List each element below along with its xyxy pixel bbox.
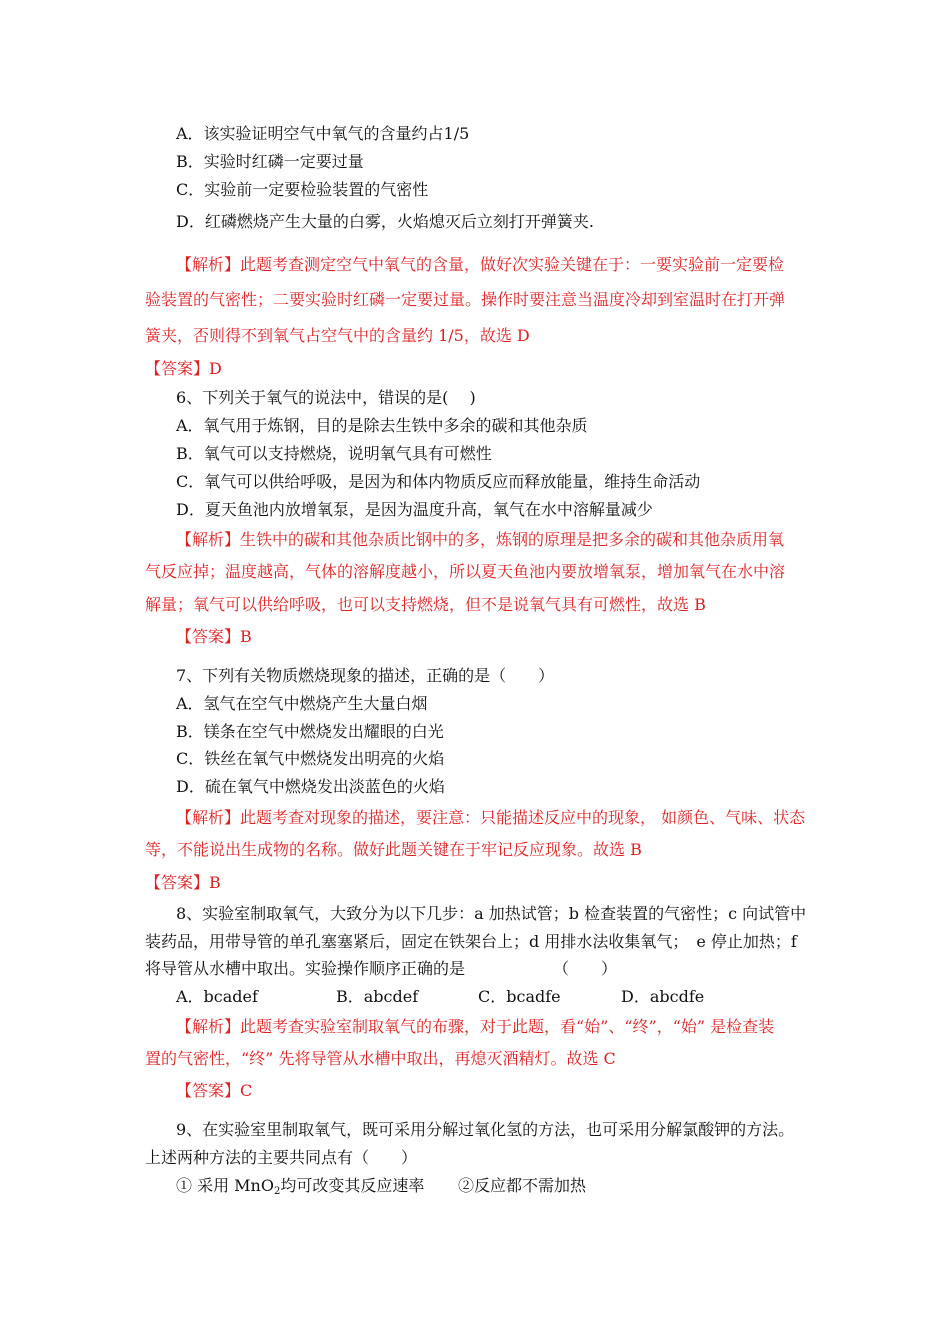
q7-option-b: B．镁条在空气中燃烧发出耀眼的白光 bbox=[176, 722, 444, 741]
q9-stem-line-2: 上述两种方法的主要共同点有（ ） bbox=[145, 1148, 418, 1167]
q5-option-c: C．实验前一定要检验装置的气密性 bbox=[176, 180, 429, 199]
q7-stem: 7、下列有关物质燃烧现象的描述，正确的是（ ） bbox=[176, 666, 555, 685]
q5-analysis-line-1: 【解析】此题考查测定空气中氧气的含量，做好次实验关键在于：一要实验前一定要检 bbox=[176, 255, 785, 274]
q8-stem-line-2: 装药品，用带导管的单孔塞塞紧后，固定在铁架台上；d 用排水法收集氧气； e 停止加热；f bbox=[145, 932, 797, 951]
q6-option-d: D．夏天鱼池内放增氧泵，是因为温度升高，氧气在水中溶解量减少 bbox=[176, 500, 653, 519]
q5-option-a: A．该实验证明空气中氧气的含量约占1/5 bbox=[176, 124, 470, 143]
q7-option-d: D．硫在氧气中燃烧发出淡蓝色的火焰 bbox=[176, 777, 445, 796]
q9-stem-line-1: 9、在实验室里制取氧气，既可采用分解过氧化氢的方法，也可采用分解氯酸钾的方法。 bbox=[176, 1120, 795, 1139]
q9-choice-1 bbox=[176, 1176, 424, 1196]
q6-option-b: B．氧气可以支持燃烧，说明氧气具有可燃性 bbox=[176, 444, 492, 463]
q8-answer: 【答案】C bbox=[176, 1081, 253, 1100]
q8-stem-line-3: 将导管从水槽中取出。实验操作顺序正确的是 （ ） bbox=[145, 959, 618, 978]
q7-answer: 【答案】B bbox=[145, 873, 221, 892]
q6-answer: 【答案】B bbox=[176, 627, 252, 646]
q8-analysis-line-1: 【解析】此题考查实验室制取氧气的布骤，对于此题，看“始”、“终”，“始” 是检查装 bbox=[176, 1017, 775, 1036]
q5-option-b: B．实验时红磷一定要过量 bbox=[176, 152, 364, 171]
q6-option-a: A．氧气用于炼钢，目的是除去生铁中多余的碳和其他杂质 bbox=[176, 416, 588, 435]
q7-analysis-line-2: 等，不能说出生成物的名称。做好此题关键在于牢记反应现象。故选 B bbox=[145, 840, 642, 859]
q5-option-d: D．红磷燃烧产生大量的白雾，火焰熄灭后立刻打开弹簧夹. bbox=[176, 212, 594, 231]
q6-analysis-line-2: 气反应掉；温度越高，气体的溶解度越小，所以夏天鱼池内要放增氧泵，增加氧气在水中溶 bbox=[145, 562, 786, 581]
q7-analysis-line-1: 【解析】此题考查对现象的描述，要注意：只能描述反应中的现象， 如颜色、气味、状态 bbox=[176, 808, 806, 827]
q6-analysis-line-3: 解量；氧气可以供给呼吸，也可以支持燃烧，但不是说氧气具有可燃性，故选 B bbox=[145, 595, 706, 614]
q5-analysis-line-2: 验装置的气密性；二要实验时红磷一定要过量。操作时要注意当温度冷却到室温时在打开弹 bbox=[145, 290, 786, 309]
q8-option-b: B．abcdef bbox=[336, 987, 419, 1006]
q9-choice-1-prefix: ① 采用 MnO bbox=[176, 1176, 274, 1195]
q9-choice-2: ②反应都不需加热 bbox=[458, 1176, 587, 1195]
q8-stem-line-1: 8、实验室制取氧气，大致分为以下几步：a 加热试管；b 检查装置的气密性；c 向试管中 bbox=[176, 904, 807, 923]
q8-analysis-line-2: 置的气密性，“终” 先将导管从水槽中取出，再熄灭酒精灯。故选 C bbox=[145, 1049, 616, 1068]
q8-option-d: D．abcdfe bbox=[621, 987, 705, 1006]
q5-analysis-line-3: 簧夹，否则得不到氧气占空气中的含量约 1/5，故选 D bbox=[145, 326, 530, 345]
q6-option-c: C．氧气可以供给呼吸，是因为和体内物质反应而释放能量，维持生命活动 bbox=[176, 472, 701, 491]
q7-option-c: C．铁丝在氧气中燃烧发出明亮的火焰 bbox=[176, 749, 445, 768]
q5-answer: 【答案】D bbox=[145, 359, 222, 378]
q6-analysis-line-1: 【解析】生铁中的碳和其他杂质比钢中的多，炼钢的原理是把多余的碳和其他杂质用氧 bbox=[176, 530, 785, 549]
q6-stem: 6、下列关于氧气的说法中，错误的是( ) bbox=[176, 388, 476, 407]
q8-option-c: C．bcadfe bbox=[478, 987, 561, 1006]
q7-option-a: A．氢气在空气中燃烧产生大量白烟 bbox=[176, 694, 428, 713]
q9-choice-1-subscript: 2 bbox=[273, 1186, 281, 1197]
q8-option-a: A．bcadef bbox=[176, 987, 258, 1006]
q9-choice-1-suffix: 均可改变其反应速率 bbox=[280, 1176, 425, 1195]
